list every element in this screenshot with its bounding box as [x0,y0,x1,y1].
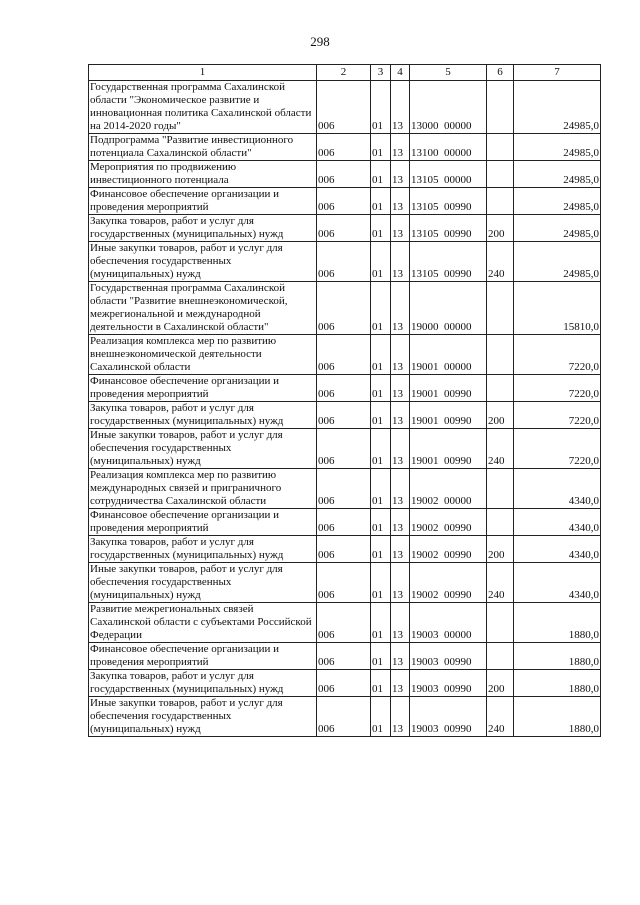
row-subsection-code: 13 [391,375,410,402]
column-header-expense-type: 6 [487,65,514,81]
row-target-code: 19002 00990 [410,509,487,536]
row-expense-type [487,161,514,188]
table-row [89,563,601,603]
row-name: Реализация комплекса мер по развитию международных связей и приграничного сотрудничества Сахалинской области [89,469,317,509]
row-section-code: 01 [371,697,391,737]
table-row [89,161,601,188]
row-target-code: 19002 00990 [410,563,487,603]
row-target-code: 19003 00990 [410,670,487,697]
row-target-code: 13100 00000 [410,134,487,161]
row-section-code: 01 [371,335,391,375]
row-amount: 7220,0 [514,429,601,469]
row-target-code: 19003 00000 [410,603,487,643]
row-section-code: 01 [371,536,391,563]
row-amount: 4340,0 [514,469,601,509]
row-target-code: 19003 00990 [410,697,487,737]
row-target-code: 13105 00990 [410,188,487,215]
row-expense-type [487,282,514,335]
row-subsection-code: 13 [391,161,410,188]
table-row [89,429,601,469]
row-name: Закупка товаров, работ и услуг для государственных (муниципальных) нужд [89,670,317,697]
row-ministry-code: 006 [317,670,371,697]
table-row [89,402,601,429]
row-amount: 15810,0 [514,282,601,335]
row-expense-type: 240 [487,563,514,603]
table-row [89,215,601,242]
row-amount: 7220,0 [514,375,601,402]
column-header-name: 1 [89,65,317,81]
row-subsection-code: 13 [391,134,410,161]
row-ministry-code: 006 [317,697,371,737]
row-expense-type [487,509,514,536]
table-row [89,188,601,215]
row-section-code: 01 [371,188,391,215]
row-amount: 24985,0 [514,215,601,242]
budget-table [88,64,601,737]
row-name: Финансовое обеспечение организации и проведения мероприятий [89,188,317,215]
table-row [89,282,601,335]
table-row [89,536,601,563]
row-ministry-code: 006 [317,188,371,215]
row-section-code: 01 [371,509,391,536]
row-name: Закупка товаров, работ и услуг для государственных (муниципальных) нужд [89,215,317,242]
row-ministry-code: 006 [317,134,371,161]
row-expense-type: 200 [487,402,514,429]
row-name: Развитие межрегиональных связей Сахалинской области с субъектами Российской Федерации [89,603,317,643]
row-expense-type [487,81,514,134]
row-expense-type: 240 [487,429,514,469]
row-amount: 4340,0 [514,563,601,603]
row-amount: 24985,0 [514,161,601,188]
row-section-code: 01 [371,603,391,643]
row-subsection-code: 13 [391,282,410,335]
row-name: Государственная программа Сахалинской области "Экономическое развитие и инновационная политика Сахалинской области на 2014-2020 годы" [89,81,317,134]
row-amount: 4340,0 [514,536,601,563]
row-target-code: 13105 00990 [410,215,487,242]
page-number: 298 [310,34,330,49]
row-section-code: 01 [371,81,391,134]
row-amount: 1880,0 [514,670,601,697]
row-subsection-code: 13 [391,697,410,737]
row-amount: 24985,0 [514,242,601,282]
row-expense-type [487,375,514,402]
row-target-code: 13105 00000 [410,161,487,188]
column-header-target: 5 [410,65,487,81]
row-subsection-code: 13 [391,563,410,603]
row-amount: 4340,0 [514,509,601,536]
row-name: Иные закупки товаров, работ и услуг для обеспечения государственных (муниципальных) нужд [89,563,317,603]
row-expense-type: 240 [487,242,514,282]
row-ministry-code: 006 [317,215,371,242]
row-expense-type [487,188,514,215]
row-ministry-code: 006 [317,536,371,563]
row-subsection-code: 13 [391,242,410,282]
row-subsection-code: 13 [391,429,410,469]
row-section-code: 01 [371,563,391,603]
row-name: Закупка товаров, работ и услуг для государственных (муниципальных) нужд [89,536,317,563]
row-amount: 1880,0 [514,697,601,737]
row-name: Финансовое обеспечение организации и проведения мероприятий [89,509,317,536]
row-subsection-code: 13 [391,402,410,429]
header-row [89,65,601,81]
row-target-code: 19001 00990 [410,375,487,402]
row-amount: 24985,0 [514,81,601,134]
row-target-code: 19002 00000 [410,469,487,509]
row-section-code: 01 [371,215,391,242]
row-expense-type [487,134,514,161]
table-row [89,335,601,375]
row-ministry-code: 006 [317,509,371,536]
column-header-amount: 7 [514,65,601,81]
table-row [89,643,601,670]
row-subsection-code: 13 [391,509,410,536]
row-ministry-code: 006 [317,402,371,429]
column-header-subsection: 4 [391,65,410,81]
row-name: Иные закупки товаров, работ и услуг для обеспечения государственных (муниципальных) нужд [89,429,317,469]
row-amount: 1880,0 [514,603,601,643]
row-name: Реализация комплекса мер по развитию внешнеэкономической деятельности Сахалинской области [89,335,317,375]
row-subsection-code: 13 [391,603,410,643]
row-target-code: 19001 00990 [410,402,487,429]
row-expense-type [487,603,514,643]
row-name: Государственная программа Сахалинской области "Развитие внешнеэкономической, межрегиональной и международной деятельности в Сахалинской области" [89,282,317,335]
row-section-code: 01 [371,161,391,188]
row-section-code: 01 [371,134,391,161]
row-name: Финансовое обеспечение организации и проведения мероприятий [89,375,317,402]
row-ministry-code: 006 [317,282,371,335]
row-target-code: 19002 00990 [410,536,487,563]
row-amount: 7220,0 [514,335,601,375]
row-amount: 24985,0 [514,188,601,215]
row-subsection-code: 13 [391,215,410,242]
row-section-code: 01 [371,670,391,697]
row-amount: 7220,0 [514,402,601,429]
row-section-code: 01 [371,643,391,670]
table-row [89,242,601,282]
row-ministry-code: 006 [317,161,371,188]
table-row [89,469,601,509]
table-row [89,81,601,134]
row-ministry-code: 006 [317,603,371,643]
row-expense-type: 200 [487,536,514,563]
table-row [89,134,601,161]
row-name: Мероприятия по продвижению инвестиционного потенциала [89,161,317,188]
row-target-code: 19000 00000 [410,282,487,335]
row-section-code: 01 [371,429,391,469]
row-section-code: 01 [371,469,391,509]
row-expense-type [487,335,514,375]
row-target-code: 19001 00000 [410,335,487,375]
row-subsection-code: 13 [391,643,410,670]
row-expense-type [487,469,514,509]
row-ministry-code: 006 [317,375,371,402]
row-name: Закупка товаров, работ и услуг для государственных (муниципальных) нужд [89,402,317,429]
row-ministry-code: 006 [317,429,371,469]
row-subsection-code: 13 [391,335,410,375]
row-section-code: 01 [371,242,391,282]
table-row [89,509,601,536]
row-name: Иные закупки товаров, работ и услуг для обеспечения государственных (муниципальных) нужд [89,697,317,737]
table-row [89,697,601,737]
row-expense-type: 200 [487,215,514,242]
row-name: Финансовое обеспечение организации и проведения мероприятий [89,643,317,670]
row-target-code: 13000 00000 [410,81,487,134]
row-section-code: 01 [371,402,391,429]
row-name: Иные закупки товаров, работ и услуг для обеспечения государственных (муниципальных) нужд [89,242,317,282]
table-row [89,375,601,402]
row-subsection-code: 13 [391,188,410,215]
row-ministry-code: 006 [317,643,371,670]
row-subsection-code: 13 [391,536,410,563]
row-ministry-code: 006 [317,81,371,134]
row-amount: 1880,0 [514,643,601,670]
row-expense-type: 200 [487,670,514,697]
row-expense-type [487,643,514,670]
row-target-code: 19003 00990 [410,643,487,670]
row-ministry-code: 006 [317,563,371,603]
row-amount: 24985,0 [514,134,601,161]
table-row [89,670,601,697]
row-expense-type: 240 [487,697,514,737]
row-section-code: 01 [371,375,391,402]
row-target-code: 19001 00990 [410,429,487,469]
row-subsection-code: 13 [391,670,410,697]
row-ministry-code: 006 [317,469,371,509]
row-subsection-code: 13 [391,81,410,134]
column-header-section: 3 [371,65,391,81]
row-section-code: 01 [371,282,391,335]
row-subsection-code: 13 [391,469,410,509]
row-ministry-code: 006 [317,335,371,375]
row-target-code: 13105 00990 [410,242,487,282]
column-header-ministry: 2 [317,65,371,81]
table-row [89,603,601,643]
row-ministry-code: 006 [317,242,371,282]
row-name: Подпрограмма "Развитие инвестиционного потенциала Сахалинской области" [89,134,317,161]
